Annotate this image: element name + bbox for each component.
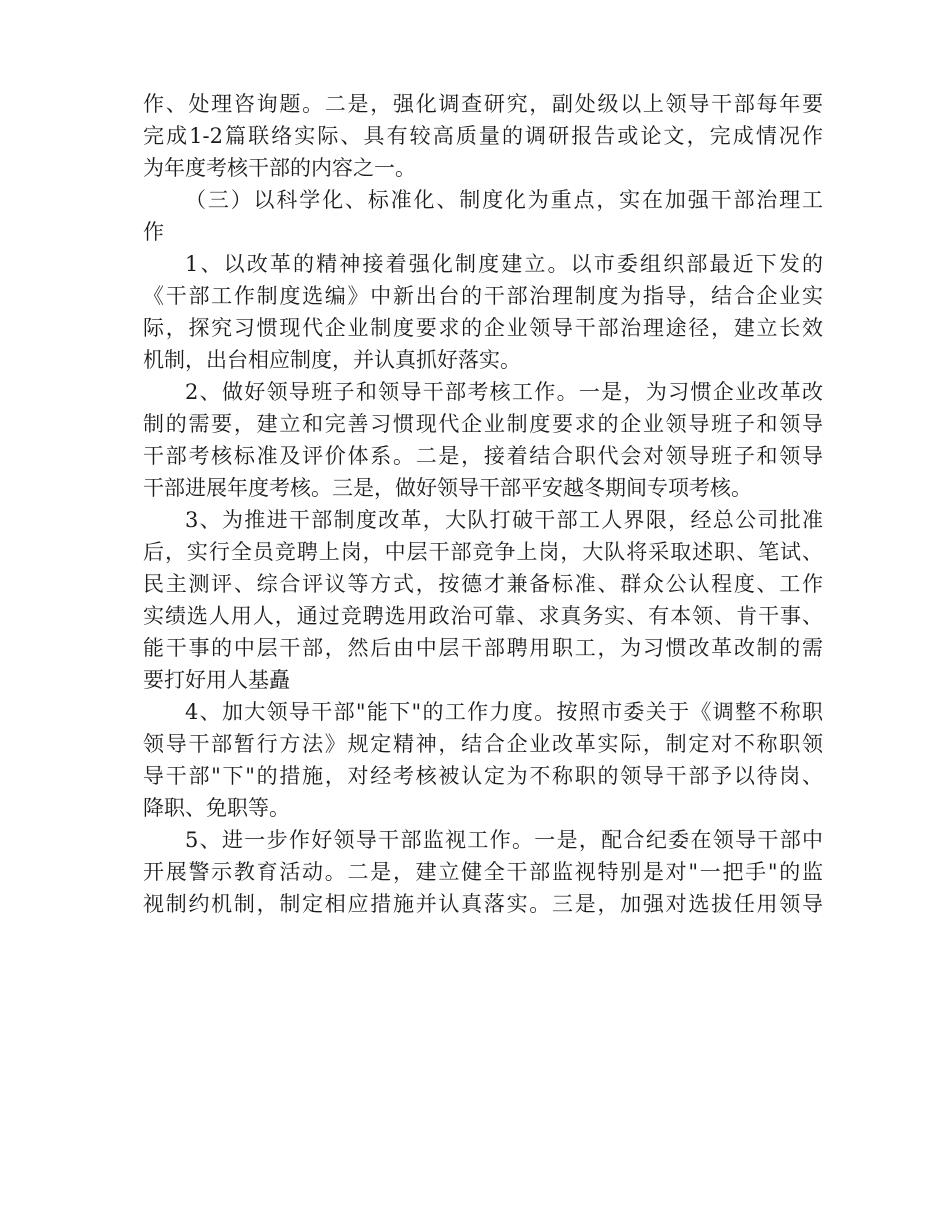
text-line: 作: [143, 220, 164, 244]
text-line: 能干事的中层干部，然后由中层干部聘用职工，为习惯改革改制的需: [143, 636, 823, 660]
text-line: 作、处理咨询题。二是，强化调查研究，副处级以上领导干部每年要: [143, 92, 823, 116]
text-line: 降职、免职等。: [143, 796, 290, 820]
text-line: 民主测评、综合评议等方式，按德才兼备标准、群众公认程度、工作: [143, 572, 823, 596]
text-line: 干部进展年度考核。三是，做好领导干部平安越冬期间专项考核。: [143, 476, 752, 500]
text-line: 要打好用人基矗: [143, 668, 290, 692]
text-line: 5、进一步作好领导干部监视工作。一是，配合纪委在领导干部中: [185, 828, 823, 852]
text-line: 导干部"下"的措施，对经考核被认定为不称职的领导干部予以待岗、: [143, 764, 823, 788]
section-heading: （三）以科学化、标准化、制度化为重点，实在加强干部治理工: [185, 188, 823, 212]
text-line: 4、加大领导干部"能下"的工作力度。按照市委关于《调整不称职: [185, 700, 823, 724]
text-line: 实绩选人用人，通过竞聘选用政治可靠、求真务实、有本领、肯干事、: [143, 604, 823, 628]
text-line: 2、做好领导班子和领导干部考核工作。一是，为习惯企业改革改: [185, 380, 823, 404]
text-line: 后，实行全员竞聘上岗，中层干部竞争上岗，大队将采取述职、笔试、: [143, 540, 823, 564]
text-line: 为年度考核干部的内容之一。: [143, 156, 416, 180]
text-line: 3、为推进干部制度改革，大队打破干部工人界限，经总公司批准: [185, 508, 823, 532]
text-line: 制的需要，建立和完善习惯现代企业制度要求的企业领导班子和领导: [143, 412, 823, 436]
text-line: 机制，出台相应制度，并认真抓好落实。: [143, 348, 521, 372]
text-line: 际，探究习惯现代企业制度要求的企业领导干部治理途径，建立长效: [143, 316, 823, 340]
text-line: 领导干部暂行方法》规定精神，结合企业改革实际，制定对不称职领: [143, 732, 823, 756]
body-text: [143, 88, 823, 920]
text-line: 视制约机制，制定相应措施并认真落实。三是，加强对选拔任用领导: [143, 892, 823, 916]
text-line: 干部考核标准及评价体系。二是，接着结合职代会对领导班子和领导: [143, 444, 823, 468]
text-line: 1、以改革的精神接着强化制度建立。以市委组织部最近下发的: [185, 252, 823, 276]
text-line: 完成1-2篇联络实际、具有较高质量的调研报告或论文，完成情况作: [143, 124, 823, 148]
text-line: 《干部工作制度选编》中新出台的干部治理制度为指导，结合企业实: [143, 284, 823, 308]
text-line: 开展警示教育活动。二是，建立健全干部监视特别是对"一把手"的监: [143, 860, 823, 884]
